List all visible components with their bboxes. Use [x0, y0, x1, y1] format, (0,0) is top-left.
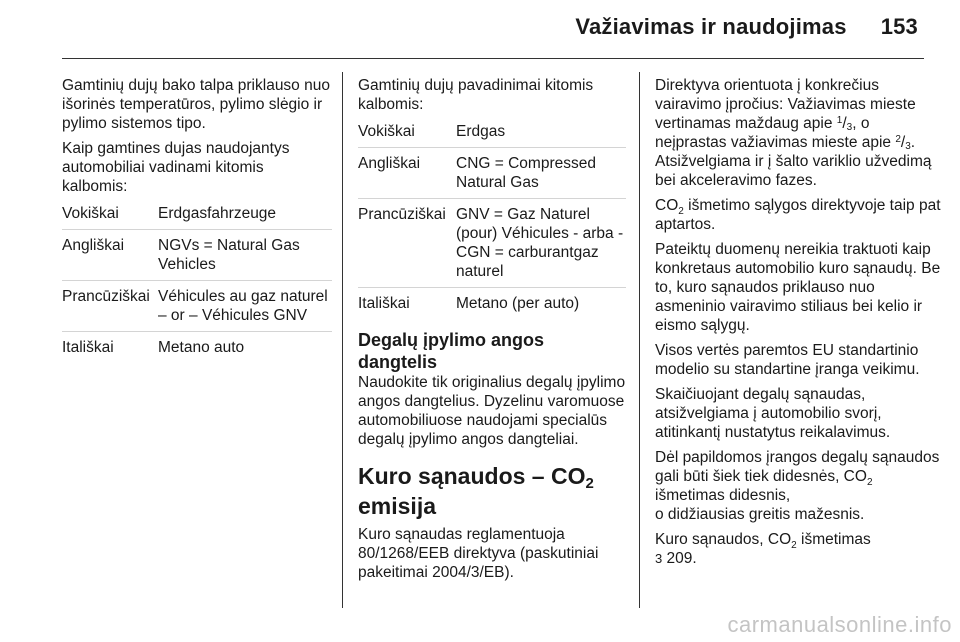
co2-conditions-paragraph [655, 196, 945, 234]
fuel-cap-heading: Degalų įpylimo angos dangtelis [358, 330, 545, 372]
term-cell: Erdgasfahrzeuge [158, 205, 277, 222]
language-cell: Angliškai [62, 237, 125, 254]
text-run: Kuro sąnaudos, CO [655, 531, 792, 548]
table-row [358, 148, 626, 199]
fraction-denominator: 3 [846, 122, 853, 133]
gas-names-table [358, 120, 626, 319]
term-cell: Metano (per auto) [456, 295, 580, 312]
eu-standard-paragraph: Visos vertės paremtos EU standartinio modelio su standartine įranga veikimu. [655, 342, 920, 378]
directive-paragraph: Kuro sąnaudas reglamentuoja 80/1268/EEB direktyva (paskutiniai pakeitimai 2004/3/EB). [358, 526, 599, 581]
fraction-one-third: $^1/_3$ [836, 115, 853, 133]
column-divider-2 [639, 72, 640, 608]
table-row [62, 332, 332, 364]
column-1 [62, 76, 332, 373]
data-disclaimer-paragraph: Pateiktų duomenų nereikia traktuoti kaip konkretaus automobilio kuro sąnaudų. Be to, kuro sąnaudos priklauso nuo asmeninio vairavimo stiliaus bei kelio ir eismo sąlygų. [655, 241, 941, 334]
term-cell: NGVs = Natural Gas Vehicles [158, 237, 300, 273]
term-line: GNV = Gaz Naturel (pour) Véhicules - arba - [456, 206, 624, 242]
table-row [358, 199, 626, 288]
subscript-2: 2 [791, 540, 797, 552]
page-number: 153 [880, 14, 918, 39]
table-row [358, 288, 626, 320]
subscript-2: 2 [585, 475, 594, 492]
gas-names-intro: Gamtinių dujų pavadinimai kitomis kalbomis: [358, 77, 594, 113]
term-cell: CNG = Compressed Natural Gas [456, 155, 596, 191]
language-cell: Prancūziškai [62, 288, 150, 305]
header-divider [62, 58, 924, 59]
term-cell: Erdgas [456, 123, 506, 140]
table-row [62, 202, 332, 230]
section-heading [358, 461, 626, 521]
extra-equipment-paragraph [655, 448, 945, 505]
fuel-cap-paragraph: Naudokite tik originalius degalų įpylimo angos dangtelius. Dyzelinu varomuose automobiliuose naudojami specialūs degalų įpylimo angos dangteliai. [358, 374, 626, 448]
header-title: Važiavimas ir naudojimas [575, 14, 847, 39]
language-cell: Itališkai [62, 339, 114, 356]
text-run: , o neįprastas važiavimas mieste apie [655, 115, 896, 151]
column-2 [358, 76, 626, 588]
tank-capacity-paragraph: Gamtinių dujų bako talpa priklauso nuo išorinės temperatūros, pylimo slėgio ir pylimo sistemos tipo. [62, 77, 330, 132]
fuel-consumption-reference [655, 530, 945, 568]
language-cell: Itališkai [358, 295, 410, 312]
page-reference-link[interactable]: 209. [662, 550, 697, 567]
driving-cycle-paragraph [655, 76, 945, 190]
fraction-two-thirds: $^2/_3$ [895, 134, 911, 152]
fraction-numerator: 1 [836, 115, 843, 126]
section-heading-text-2: emisija [358, 493, 436, 519]
column-3 [655, 76, 945, 574]
fraction-numerator: 2 [895, 134, 901, 145]
language-cell: Vokiškai [62, 205, 119, 222]
table-row [358, 120, 626, 148]
language-cell: Prancūziškai [358, 206, 446, 223]
text-run: . Atsižvelgiama ir į šalto variklio užvedimą bei akceleravimo fazes. [655, 134, 932, 189]
term-cell: Metano auto [158, 339, 245, 356]
language-cell: Vokiškai [358, 123, 415, 140]
vehicle-weight-paragraph: Skaičiuojant degalų sąnaudas, atsižvelgiama į automobilio svorį, atitinkantį nustatytus reikalavimus. [655, 386, 891, 441]
fraction-denominator: 3 [905, 141, 911, 152]
table-row [62, 230, 332, 281]
language-cell: Angliškai [358, 155, 421, 172]
text-run: Direktyva orientuota į konkrečius vairavimo įpročius: Važiavimas mieste vertinamas maždaug apie [655, 77, 916, 132]
text-run: išmetimas [796, 531, 871, 548]
term-cell: Véhicules au gaz naturel – or – Véhicules GNV [158, 288, 328, 324]
max-speed-paragraph: o didžiausias greitis mažesnis. [655, 506, 865, 523]
text-run: išmetimo sąlygos direktyvoje taip pat aptartos. [655, 197, 941, 233]
subscript-2: 2 [678, 206, 684, 218]
term-cell [456, 199, 626, 288]
column-divider-1 [342, 72, 343, 608]
watermark: carmanualsonline.info [727, 612, 952, 637]
table-row [62, 281, 332, 332]
page-header [575, 14, 918, 40]
term-line: CGN = carburantgaz naturel [456, 244, 599, 280]
subscript-2: 2 [866, 477, 873, 489]
vehicle-names-table [62, 202, 332, 363]
vehicle-names-intro: Kaip gamtines dujas naudojantys automobiliai vadinami kitomis kalbomis: [62, 140, 290, 195]
section-heading-text: Kuro sąnaudos – CO [358, 463, 586, 489]
text-run: išmetimas didesnis, [655, 487, 791, 504]
text-run: CO [655, 197, 679, 214]
page-reference-icon[interactable]: 3 [655, 551, 663, 566]
text-run: Dėl papildomos įrangos degalų sąnaudos gali būti šiek tiek didesnės, CO [655, 449, 940, 485]
